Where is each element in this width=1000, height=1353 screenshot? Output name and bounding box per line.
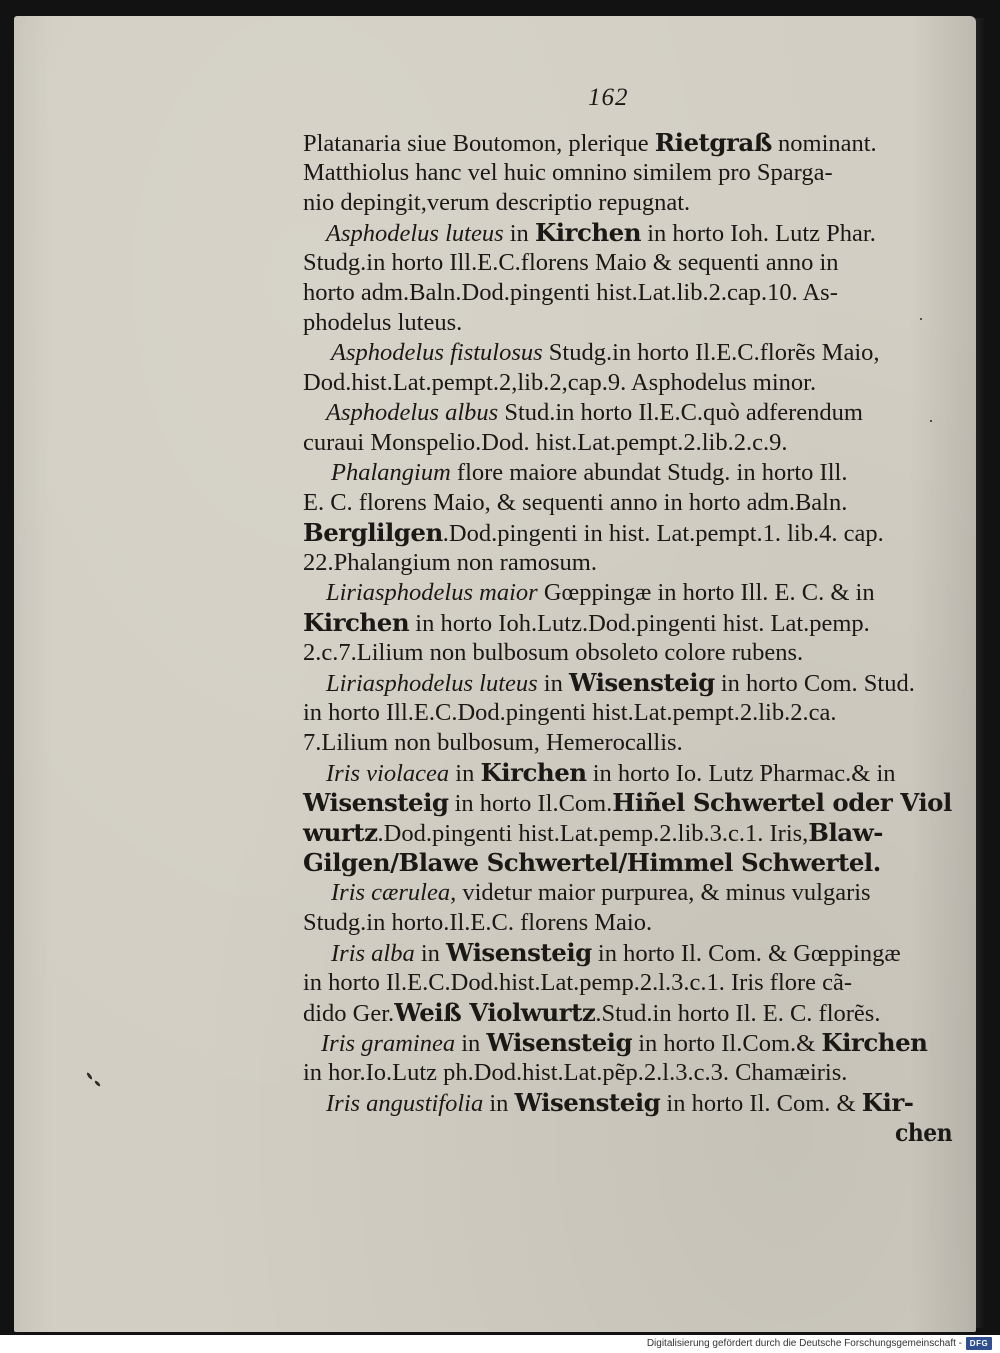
- text-run: Gœppingæ in horto Ill. E. C. & in: [537, 579, 875, 606]
- italic-term: Liriasphodelus maior: [326, 579, 538, 606]
- blackletter-term: Hiñel Schwertel oder Viol: [612, 788, 952, 817]
- digitization-credit: Digitalisierung gefördert durch die Deutsche Forschungsgemeinschaft -: [646, 1338, 962, 1349]
- blackletter-term: Kirchen: [480, 758, 587, 787]
- text-run: curaui Monspelio.Dod. hist.Lat.pempt.2.lib.2.c.9.: [303, 429, 788, 456]
- text-run: Platanaria siue Boutomon, plerique: [303, 130, 655, 157]
- text-run: Studg.in horto.Il.E.C. florens Maio.: [303, 909, 653, 936]
- text-run: in: [414, 940, 447, 967]
- text-run: in: [503, 220, 535, 247]
- text-run: Stud.in horto Il.E.C.quò adferendum: [498, 399, 863, 426]
- text-run: E. C. florens Maio, & sequenti anno in horto adm.Baln.: [303, 489, 848, 516]
- text-run: in horto Il.Com.&: [632, 1030, 822, 1057]
- text-line: [326, 398, 863, 428]
- italic-term: Iris cærulea,: [331, 879, 457, 906]
- text-run: in horto Ioh. Lutz Phar.: [641, 220, 876, 247]
- text-line: [303, 368, 816, 398]
- blackletter-term: Rietgraß: [654, 128, 772, 157]
- text-run: in horto Io. Lutz Pharmac.& in: [586, 760, 896, 787]
- blackletter-term: wurtz: [303, 818, 378, 847]
- text-line: [303, 728, 683, 758]
- page-number: 162: [588, 84, 629, 111]
- text-run: nio depingit,verum descriptio repugnat.: [303, 189, 691, 216]
- text-line: [326, 578, 875, 608]
- blackletter-term: Wisensteig: [486, 1028, 633, 1057]
- dfg-logo-icon: DFG: [966, 1337, 992, 1350]
- text-line: [331, 938, 901, 969]
- paper-speck: [920, 318, 922, 320]
- text-run: in: [449, 760, 481, 787]
- text-line: [303, 608, 870, 639]
- text-line: [303, 968, 852, 998]
- text-run: in: [455, 1030, 487, 1057]
- blackletter-term: chen: [895, 1118, 953, 1147]
- text-line: [326, 1088, 913, 1119]
- text-line: [303, 788, 952, 819]
- text-line: [303, 998, 880, 1029]
- text-run: .Dod.pingenti hist.Lat.pemp.2.lib.3.c.1. Iris,: [377, 820, 809, 847]
- text-run: in horto Il.E.C.Dod.hist.Lat.pemp.2.l.3.c.1. Iris flore cã-: [303, 969, 853, 996]
- text-line: [303, 158, 833, 188]
- text-line: [326, 758, 896, 789]
- italic-term: Liriasphodelus luteus: [326, 670, 538, 697]
- text-run: in horto Ioh.Lutz.Dod.pingenti hist. Lat.pemp.: [409, 610, 870, 637]
- text-run: in: [483, 1090, 515, 1117]
- blackletter-term: Weiß Violwurtz: [394, 998, 596, 1027]
- blackletter-term: Kirchen: [303, 608, 410, 637]
- text-line: [321, 1028, 927, 1059]
- text-line: [303, 488, 847, 518]
- italic-term: Iris graminea: [321, 1030, 456, 1057]
- text-line: [895, 1118, 952, 1149]
- text-run: in horto Il. Com. & Gœppingæ: [591, 940, 901, 967]
- text-line: [331, 338, 880, 368]
- text-run: Studg.in horto Ill.E.C.florens Maio & sequenti anno in: [303, 249, 839, 276]
- italic-term: Asphodelus fistulosus: [331, 339, 543, 366]
- text-run: Matthiolus hanc vel huic omnino similem pro Sparga-: [303, 159, 833, 186]
- text-run: Dod.hist.Lat.pempt.2,lib.2,cap.9. Asphodelus minor.: [303, 369, 817, 396]
- blackletter-term: Wisensteig: [303, 788, 449, 817]
- text-run: horto adm.Baln.Dod.pingenti hist.Lat.lib.2.cap.10. As-: [303, 279, 838, 306]
- blackletter-term: Blaw-: [808, 818, 883, 847]
- blackletter-term: Kirchen: [821, 1028, 928, 1057]
- blackletter-term: Berglilgen: [303, 518, 443, 547]
- text-run: in hor.Io.Lutz ph.Dod.hist.Lat.pẽp.2.l.3.c.3. Chamæiris.: [303, 1059, 848, 1086]
- blackletter-term: Wisensteig: [446, 938, 592, 967]
- text-line: [303, 818, 883, 849]
- text-run: videtur maior purpurea, & minus vulgaris: [456, 879, 871, 906]
- blackletter-term: Wisensteig: [568, 668, 715, 697]
- italic-term: Iris violacea: [326, 760, 450, 787]
- text-run: in: [537, 670, 569, 697]
- text-line: [326, 668, 915, 699]
- text-run: in horto Ill.E.C.Dod.pingenti hist.Lat.pempt.2.lib.2.ca.: [303, 699, 837, 726]
- text-run: .Stud.in horto Il. E. C. florẽs.: [595, 1000, 881, 1027]
- italic-term: Asphodelus albus: [326, 399, 499, 426]
- blackletter-term: Kir-: [861, 1088, 914, 1117]
- blackletter-term: Gilgen/Blawe Schwertel/Himmel Schwertel.: [303, 848, 881, 877]
- text-line: [303, 128, 877, 159]
- text-line: [303, 1058, 847, 1088]
- italic-term: Iris alba: [331, 940, 415, 967]
- text-run: dido Ger.: [303, 1000, 395, 1027]
- text-run: phodelus luteus.: [303, 309, 463, 336]
- text-line: [303, 428, 788, 458]
- paper-speck: [930, 420, 932, 422]
- text-line: [303, 518, 884, 549]
- blackletter-term: Kirchen: [534, 218, 642, 247]
- text-line: [303, 278, 838, 308]
- text-line: [303, 548, 597, 578]
- italic-term: Asphodelus luteus: [326, 220, 504, 247]
- italic-term: Iris angustifolia: [326, 1090, 484, 1117]
- text-line: [303, 848, 881, 879]
- text-run: 7.Lilium non bulbosum, Hemerocallis.: [303, 729, 683, 756]
- text-line: [303, 308, 462, 338]
- blackletter-term: Wisensteig: [514, 1088, 661, 1117]
- text-line: [303, 248, 839, 278]
- text-run: .Dod.pingenti in hist. Lat.pempt.1. lib.4. cap.: [442, 520, 884, 547]
- text-line: [303, 638, 803, 668]
- text-run: in horto Il. Com. &: [660, 1090, 862, 1117]
- text-line: [331, 458, 847, 488]
- text-line: [331, 878, 871, 908]
- text-run: Studg.in horto Il.E.C.florẽs Maio,: [542, 339, 880, 366]
- text-line: [303, 698, 837, 728]
- text-run: flore maiore abundat Studg. in horto Ill.: [450, 459, 848, 486]
- text-run: 2.c.7.Lilium non bulbosum obsoleto colore rubens.: [303, 639, 804, 666]
- text-run: in horto Com. Stud.: [714, 670, 915, 697]
- text-line: [303, 908, 652, 938]
- text-run: nominant.: [771, 130, 877, 157]
- italic-term: Phalangium: [331, 459, 451, 486]
- text-line: [326, 218, 876, 249]
- text-run: in horto Il.Com.: [448, 790, 613, 817]
- text-run: 22.Phalangium non ramosum.: [303, 549, 597, 576]
- text-line: [303, 188, 690, 218]
